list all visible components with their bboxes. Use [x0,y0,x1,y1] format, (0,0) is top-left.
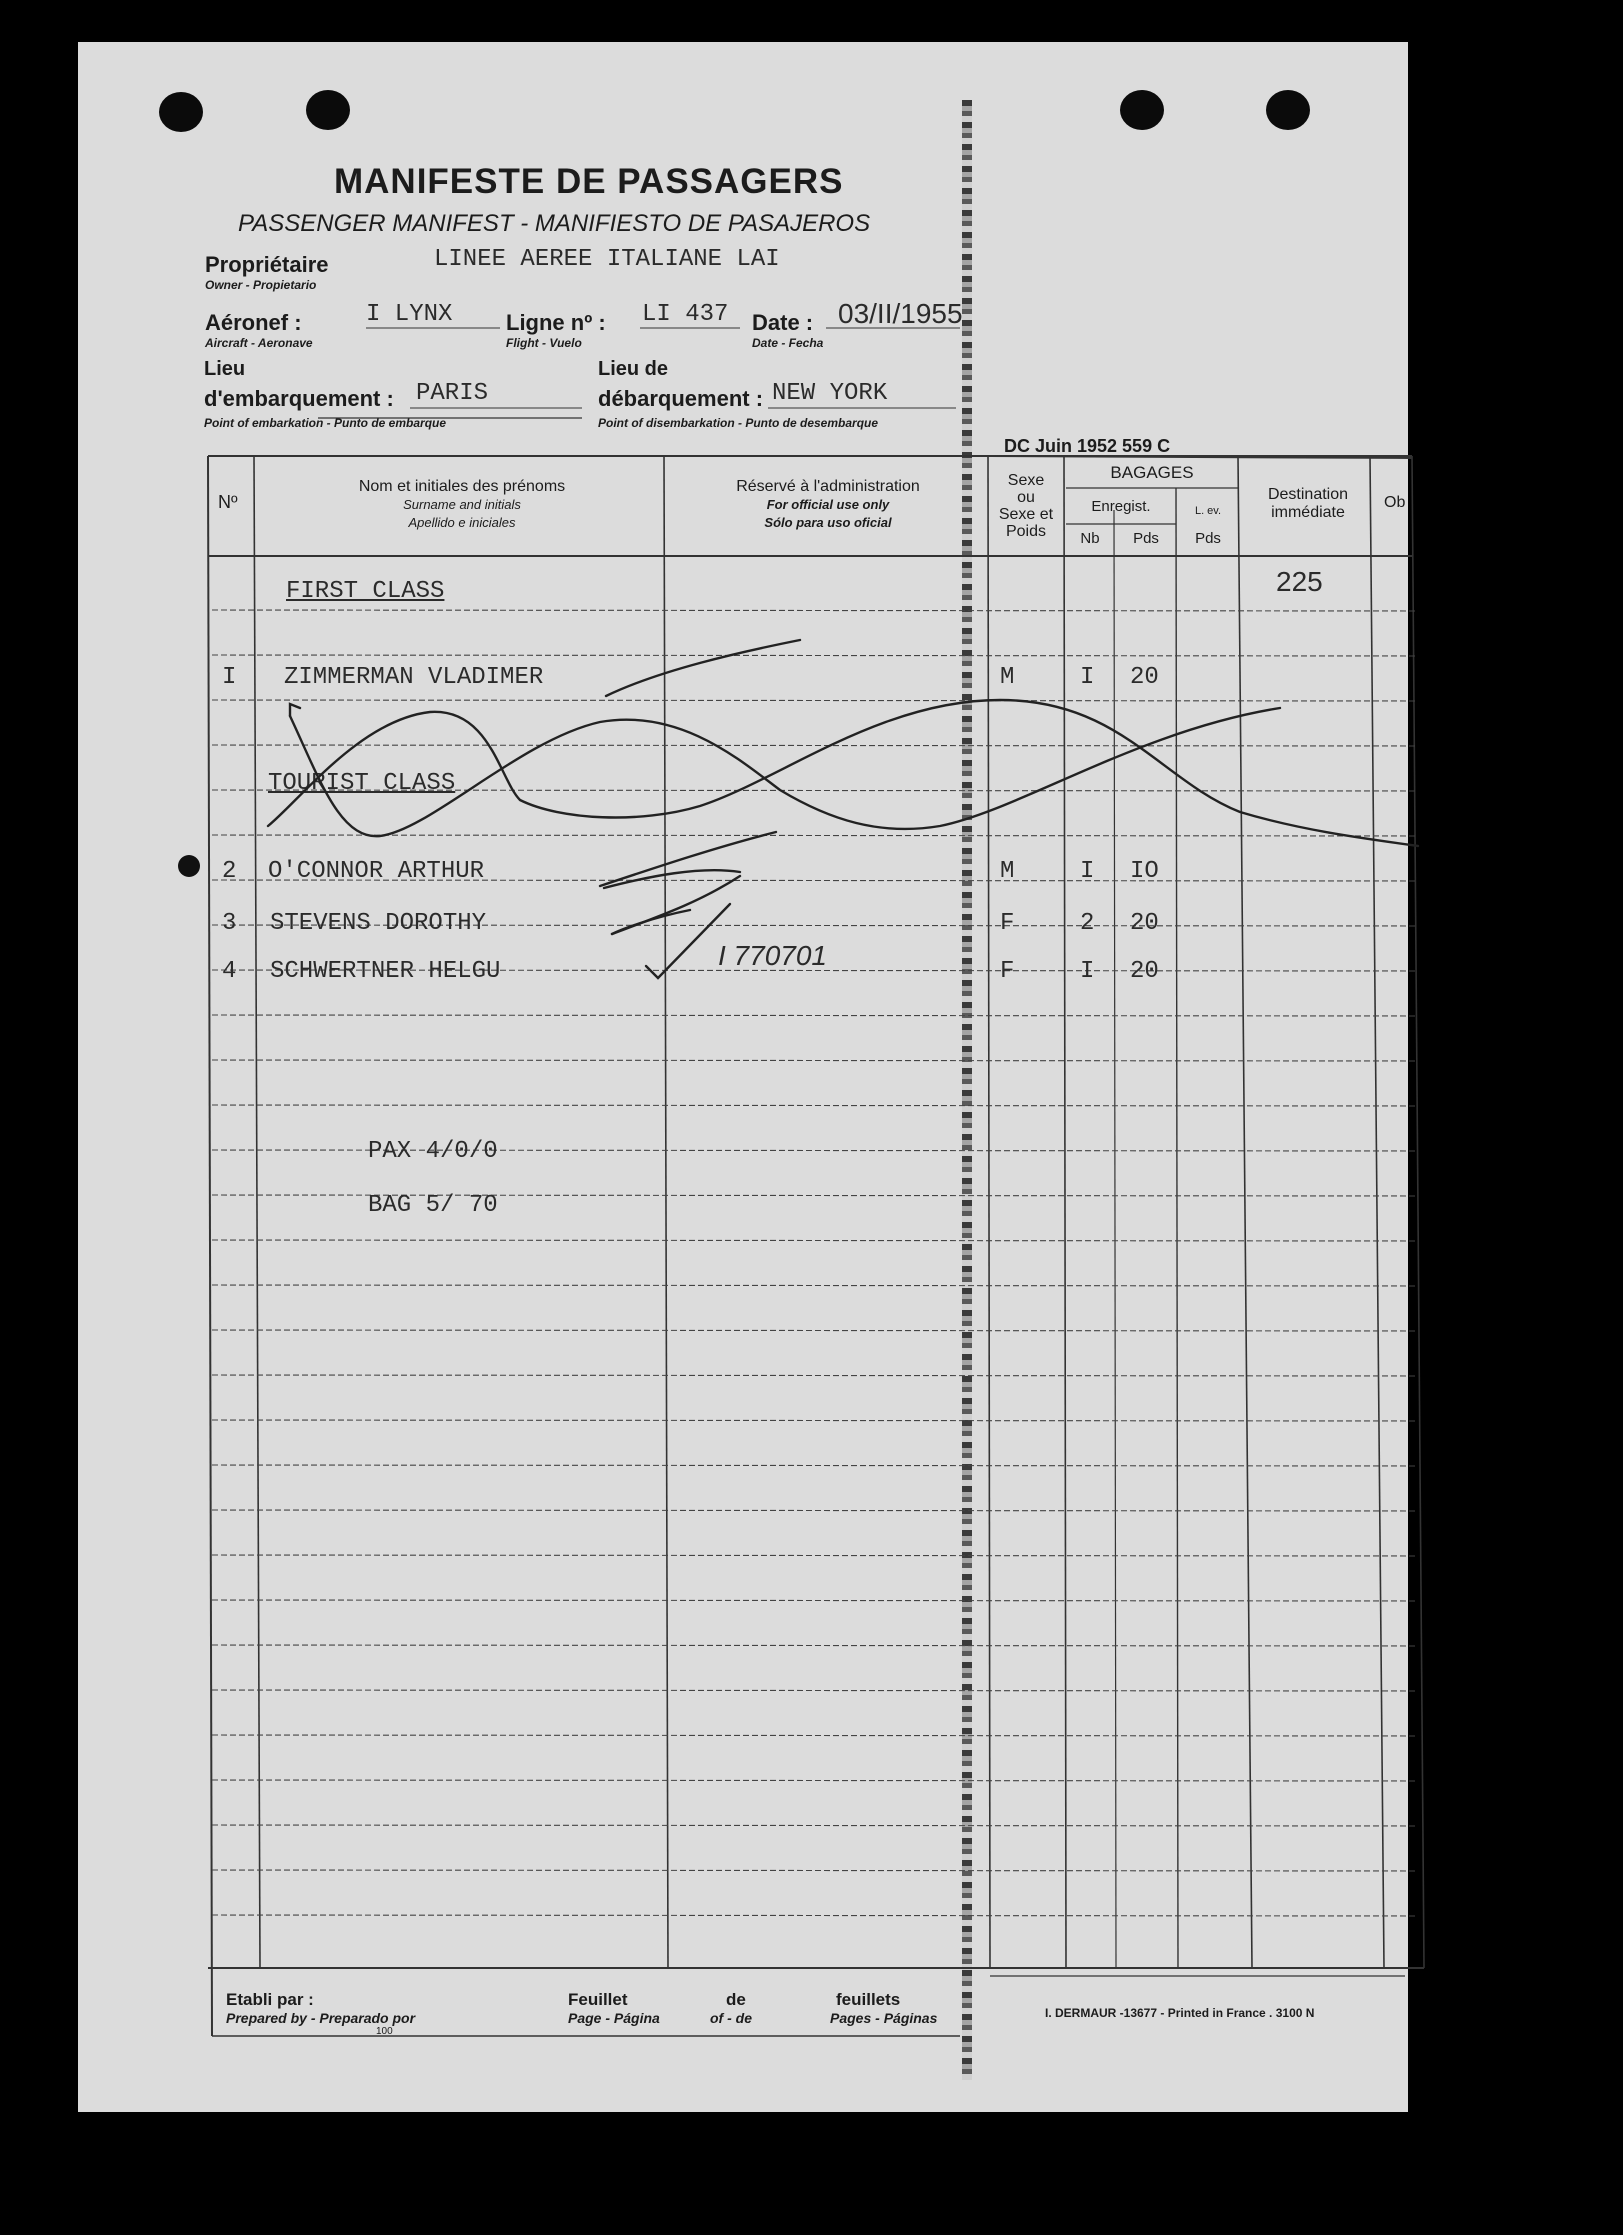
embark-label-line2: d'embarquement : [204,386,394,411]
passenger-4-no: 4 [222,958,237,985]
passenger-2-bag-pds: IO [1130,858,1159,885]
owner-sub-label: Owner - Propietario [205,278,317,292]
pax-total: PAX 4/0/0 [368,1138,498,1165]
disembark-label-line2: débarquement : [598,386,764,411]
passenger-2-bag-nb: I [1080,858,1095,885]
sheet-label: Feuillet [568,1990,628,2009]
cross-out-hook [290,704,300,716]
aircraft-sub-label: Aircraft - Aeronave [205,336,313,350]
sheet-sub [568,2008,660,2028]
of-sub [710,2008,752,2028]
document-title: MANIFESTE DE PASSAGERS [334,162,844,201]
col-header-name-es: Apellido e iniciales [408,515,516,530]
sheet-sub-text: Page - Página [568,2010,660,2026]
passenger-3-no: 3 [222,910,237,937]
col-header-name-en: Surname and initials [403,497,521,512]
col-header-no: Nº [218,492,238,512]
embark-value: PARIS [416,380,489,407]
col-header-sex-line2: ou [1017,489,1035,506]
passenger-4-sex: F [1000,958,1015,985]
passenger-1-name: ZIMMERMAN VLADIMER [284,664,544,691]
owner-value: LINEE AEREE ITALIANE LAI [434,246,780,273]
bag-total: BAG 5/ 70 [368,1192,498,1219]
form-code: DC Juin 1952 559 C [1004,436,1171,456]
prepared-by-label: Etabli par : [226,1990,314,2009]
sheets-label: feuillets [836,1990,901,2009]
passenger-1-bag-pds: 20 [1130,664,1159,691]
date-label: Date : [752,310,814,335]
col-header-sex-line4: Poids [1005,523,1047,540]
first-class-heading: FIRST CLASS [286,578,445,605]
cross-out-line-2 [290,708,1280,836]
passenger-4-bag-nb: I [1080,958,1095,985]
prepared-by-sub-text: Prepared by - Preparado por [226,2010,416,2026]
printer-imprint: I. DERMAUR -13677 - Printed in France . 3100 N [1045,2006,1315,2020]
passenger-1-no: I [222,664,237,691]
col-header-sex-line1: Sexe [1007,472,1045,489]
ink-blot [178,855,200,877]
col-header-enregist: Enregist. [1091,498,1151,515]
passenger-2-no: 2 [222,858,237,885]
col-header-sex-line3: Sexe et [998,506,1054,523]
disembark-sub-label: Point of disembarkation - Punto de desembarque [598,416,879,430]
col-header-admin-es: Sólo para uso oficial [764,515,892,530]
stamp-mark: 100 [376,2026,393,2037]
flight-label: Ligne nº : [506,310,606,335]
disembark-value: NEW YORK [772,380,888,407]
passenger-3-name: STEVENS DOROTHY [270,910,487,937]
passenger-2-sex: M [1000,858,1015,885]
col-header-bagages: BAGAGES [1110,463,1194,482]
flight-value: LI 437 [642,301,729,328]
check-mark-passenger-1 [606,640,800,696]
aircraft-value: I LYNX [366,301,453,328]
col-header-lev: L. ev. [1194,505,1222,517]
first-class-destination: 225 [1276,566,1323,597]
passenger-2-name: O'CONNOR ARTHUR [268,858,485,885]
flight-sub-label: Flight - Vuelo [506,336,582,350]
cross-out-line-1 [268,700,1418,846]
sheets-sub [830,2008,937,2028]
col-header-pds: Pds [1133,530,1159,547]
passenger-4-bag-pds: 20 [1130,958,1159,985]
embark-sub-label: Point of embarkation - Punto de embarque [204,416,447,430]
sheets-sub-text: Pages - Páginas [830,2010,938,2026]
passenger-1-bag-nb: I [1080,664,1095,691]
aircraft-label: Aéronef : [205,310,302,335]
date-value: 03/II/1955 [838,298,963,329]
of-label: de [726,1990,746,2009]
passenger-3-bag-pds: 20 [1130,910,1159,937]
col-header-dest-line2: immédiate [1271,504,1345,521]
prepared-by-sub [226,2008,415,2028]
col-header-dest-line1: Destination [1267,486,1349,503]
col-header-admin-en: For official use only [766,497,890,512]
col-header-pds2: Pds [1195,530,1221,547]
document-subtitle: PASSENGER MANIFEST - MANIFIESTO DE PASAJEROS [238,210,871,237]
passenger-3-sex: F [1000,910,1015,937]
passenger-3-bag-nb: 2 [1080,910,1095,937]
passenger-1-sex: M [1000,664,1015,691]
col-header-admin-fr: Réservé à l'administration [736,478,920,495]
embark-label-line1: Lieu [204,358,246,380]
date-sub-label: Date - Fecha [752,336,824,350]
disembark-label-line1: Lieu de [598,358,669,380]
col-header-observations: Ob [1384,494,1406,511]
passenger-4-name: SCHWERTNER HELGU [270,958,501,985]
col-header-name-fr: Nom et initiales des prénoms [358,478,566,495]
check-mark-passenger-2 [600,832,776,886]
owner-label: Propriétaire [205,252,329,277]
tourist-class-heading: TOURIST CLASS [268,770,456,797]
col-header-nb: Nb [1080,530,1100,547]
passenger-4-admin-number: I 770701 [718,940,827,971]
of-sub-text: of - de [710,2010,752,2026]
